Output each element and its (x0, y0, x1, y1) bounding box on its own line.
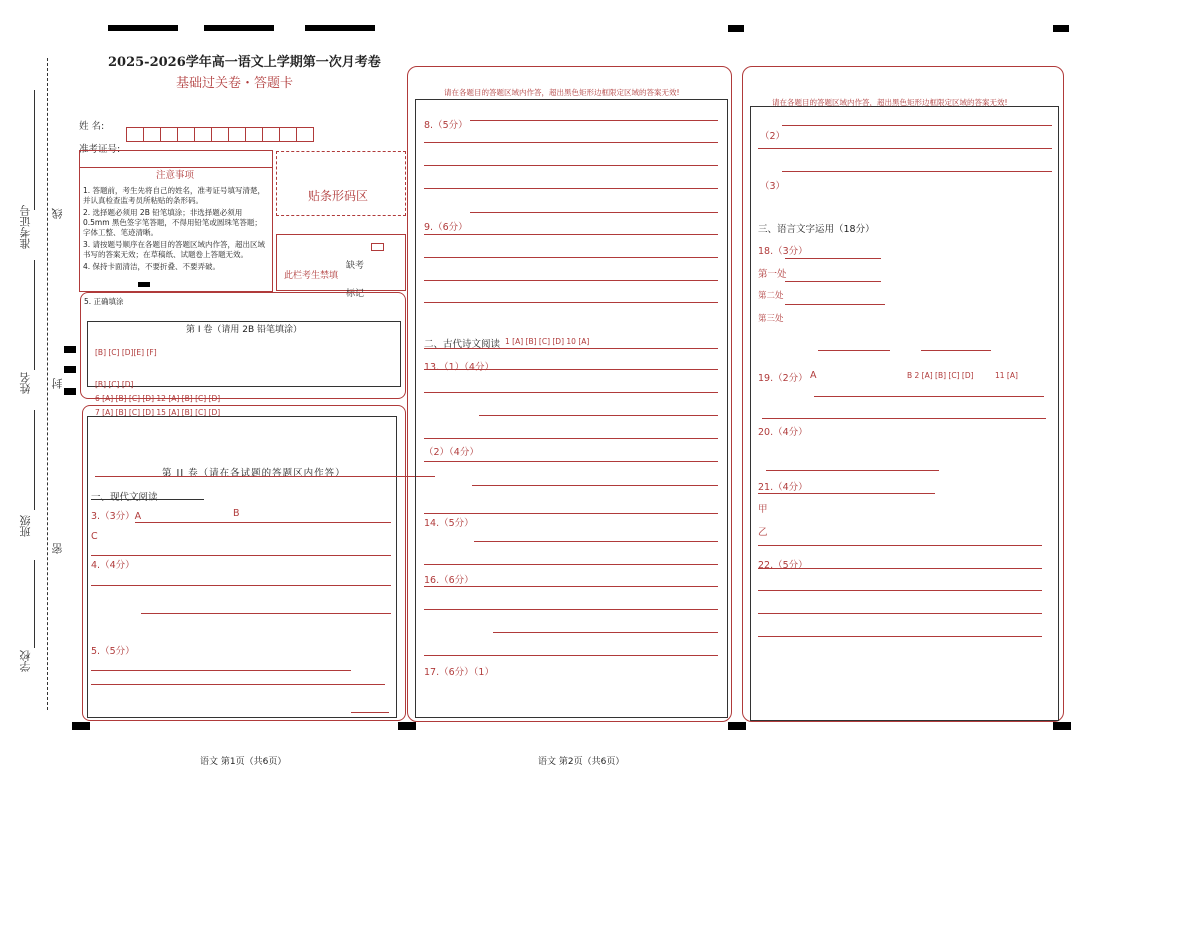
answer-line[interactable] (424, 234, 718, 235)
answer-line[interactable] (424, 655, 718, 656)
answer-line (95, 476, 435, 477)
answer-line[interactable] (424, 369, 718, 370)
timing-mark (64, 366, 76, 373)
section2-title: 第 II 卷（请在各试题的答题区内作答） (162, 468, 346, 479)
side-label-name: 姓名 (19, 372, 32, 394)
section1-title: 第 I 卷（请用 2B 铅笔填涂） (186, 325, 302, 335)
timing-mark (64, 388, 76, 395)
answer-line[interactable] (758, 493, 935, 494)
absent-note: 此栏考生禁填 (284, 271, 339, 281)
answer-line[interactable] (135, 522, 391, 523)
notice-item-5: 5. 正确填涂 (84, 297, 124, 306)
poetry-heading: 二、古代诗文阅读 (424, 339, 501, 350)
question-4: 4.（4分） (91, 560, 135, 571)
choice-row[interactable]: [B] [C] [D][E] [F] (95, 348, 157, 357)
panel2-warning: 请在各题目的答题区域内作答，超出黑色矩形边框限定区域的答案无效! (444, 88, 680, 97)
answer-line[interactable] (472, 485, 718, 486)
notice-item: 3. 请按题号顺序在各题目的答题区域内作答，超出区域书写的答案无效；在草稿纸、试题卷上答题无效。 (83, 240, 266, 259)
side-label-school: 学校 (19, 650, 32, 672)
answer-line[interactable] (758, 613, 1042, 614)
answer-line[interactable] (424, 142, 718, 143)
question-21-yi: 乙 (758, 527, 768, 538)
choice-row[interactable]: 6 [A] [B] [C] [D] 12 [A] [B] [C] [D] (95, 394, 221, 403)
choice-row[interactable]: 7 [A] [B] [C] [D] 15 [A] [B] [C] [D] (95, 408, 221, 417)
answer-line[interactable] (470, 120, 718, 121)
answer-line[interactable] (91, 555, 391, 556)
absent-box (276, 234, 406, 291)
answer-line[interactable] (91, 670, 351, 671)
answer-line[interactable] (424, 438, 718, 439)
question-18: 18.（3分） (758, 246, 808, 257)
answer-line[interactable] (782, 125, 1052, 126)
answer-line[interactable] (424, 392, 718, 393)
side-underline (34, 260, 35, 370)
question-19-a: A (810, 370, 817, 381)
absent-label: 缺考 (346, 261, 365, 271)
question-17-3: （3） (760, 181, 786, 192)
answer-line[interactable] (424, 586, 718, 587)
side-underline (34, 410, 35, 510)
side-label-line: 线 (51, 208, 64, 219)
question-19: 19.（2分） (758, 373, 808, 384)
notice-list (83, 186, 269, 274)
question-14: 14.（5分） (424, 518, 474, 529)
question-3-b: B (233, 508, 240, 519)
side-label-class: 班级 (19, 515, 32, 537)
answer-line[interactable] (424, 461, 718, 462)
barcode-area (276, 151, 406, 216)
page-title: 2025-2026学年高一语文上学期第一次月考卷 (108, 55, 381, 70)
answer-line[interactable] (91, 684, 385, 685)
answer-line (424, 348, 718, 349)
timing-mark (1053, 722, 1071, 730)
answer-line[interactable] (470, 212, 718, 213)
answer-line[interactable] (424, 257, 718, 258)
answer-line[interactable] (141, 613, 391, 614)
timing-mark (72, 722, 90, 730)
question-20: 20.（4分） (758, 427, 808, 438)
answer-line[interactable] (766, 470, 939, 471)
question-21-jia: 甲 (758, 504, 768, 515)
answer-line[interactable] (818, 350, 890, 351)
answer-line[interactable] (785, 258, 881, 259)
page-footer-1: 语文 第1页（共6页） (200, 757, 287, 767)
answer-line[interactable] (758, 636, 1042, 637)
answer-line[interactable] (785, 304, 885, 305)
page-footer-2: 语文 第2页（共6页） (538, 757, 625, 767)
notice-item: 4. 保持卡面清洁，不要折叠、不要弄破。 (83, 262, 221, 271)
name-label: 姓 名: (79, 121, 105, 132)
timing-mark (728, 25, 744, 32)
timing-mark (728, 722, 746, 730)
panel3-inner (750, 106, 1059, 721)
answer-line[interactable] (758, 545, 1042, 546)
answer-line[interactable] (814, 396, 1044, 397)
absent-mark-label: 标记 (346, 289, 365, 299)
heading-underline (91, 499, 204, 500)
answer-line[interactable] (921, 350, 991, 351)
question-3: 3.（3分）A (91, 511, 142, 522)
id-number-grid[interactable] (126, 127, 313, 143)
side-underline (34, 90, 35, 210)
fill-sample-mark (138, 282, 150, 287)
question-9: 9.（6分） (424, 222, 468, 233)
timing-mark (204, 25, 274, 31)
timing-mark (398, 722, 416, 730)
barcode-label: 贴条形码区 (308, 189, 369, 203)
question-3-c: C (91, 531, 98, 542)
third-spot: 第三处 (758, 314, 784, 324)
question-17-2: （2） (760, 131, 786, 142)
answer-line[interactable] (424, 302, 718, 303)
answer-line[interactable] (493, 632, 718, 633)
answer-line[interactable] (424, 280, 718, 281)
question-16: 16.（6分） (424, 575, 474, 586)
absent-checkbox[interactable] (371, 243, 384, 251)
timing-mark (108, 25, 178, 31)
page-subtitle: 基础过关卷・答题卡 (176, 76, 294, 91)
answer-line[interactable] (762, 418, 1046, 419)
timing-mark (1053, 25, 1069, 32)
side-underline (34, 560, 35, 648)
language-heading: 三、语言文字运用（18分） (758, 224, 875, 235)
id-label: 准考证号: (79, 144, 121, 155)
answer-line[interactable] (782, 171, 1052, 172)
binding-line (47, 58, 48, 710)
notice-item: 1. 答题前，考生先将自己的姓名，准考证号填写清楚，并认真检查监考员所粘贴的条形码。 (83, 186, 266, 205)
question-5: 5.（5分） (91, 646, 135, 657)
answer-line[interactable] (424, 513, 718, 514)
answer-line[interactable] (785, 281, 881, 282)
answer-line[interactable] (758, 148, 1052, 149)
notice-item: 2. 选择题必须用 2B 铅笔填涂；非选择题必须用 0.5mm 黑色签字笔答题，不得用铅笔或圆珠笔答题；字体工整、笔迹清晰。 (83, 208, 262, 237)
answer-line[interactable] (758, 590, 1042, 591)
question-21: 21.（4分） (758, 482, 808, 493)
side-label-id: 准考证号 (19, 205, 32, 249)
answer-line[interactable] (424, 188, 718, 189)
second-spot: 第二处 (758, 291, 784, 301)
question-8: 8.（5分） (424, 120, 468, 131)
answer-line[interactable] (479, 415, 718, 416)
answer-line[interactable] (91, 585, 391, 586)
answer-line[interactable] (758, 568, 1042, 569)
modern-reading-heading: 一、现代文阅读 (91, 492, 158, 503)
choice-row[interactable]: [B] [C] [D] (95, 380, 134, 389)
answer-line[interactable] (424, 564, 718, 565)
question-22: 22.（5分） (758, 560, 808, 571)
choice-row[interactable]: B 2 [A] [B] [C] [D] (907, 371, 974, 380)
timing-mark (305, 25, 375, 31)
first-spot: 第一处 (758, 269, 787, 280)
choice-row[interactable]: 1 [A] [B] [C] [D] 10 [A] (505, 337, 590, 346)
answer-line[interactable] (424, 165, 718, 166)
panel3-warning: 请在各题目的答题区域内作答，超出黑色矩形边框限定区域的答案无效! (772, 98, 1008, 107)
question-13-2: （2）（4分） (424, 447, 479, 458)
question-17: 17.（6分）（1） (424, 667, 494, 678)
answer-line[interactable] (474, 541, 718, 542)
choice-row[interactable]: 11 [A] (995, 371, 1018, 380)
timing-mark (64, 346, 76, 353)
side-label-dense: 密 (51, 543, 64, 554)
answer-line[interactable] (351, 712, 389, 713)
panel2-inner (415, 99, 728, 718)
answer-line[interactable] (424, 609, 718, 610)
side-label-seal: 封 (51, 378, 64, 389)
notice-title: 注意事项 (156, 170, 195, 181)
question-13-1: 13.（1）（4分） (424, 362, 494, 373)
